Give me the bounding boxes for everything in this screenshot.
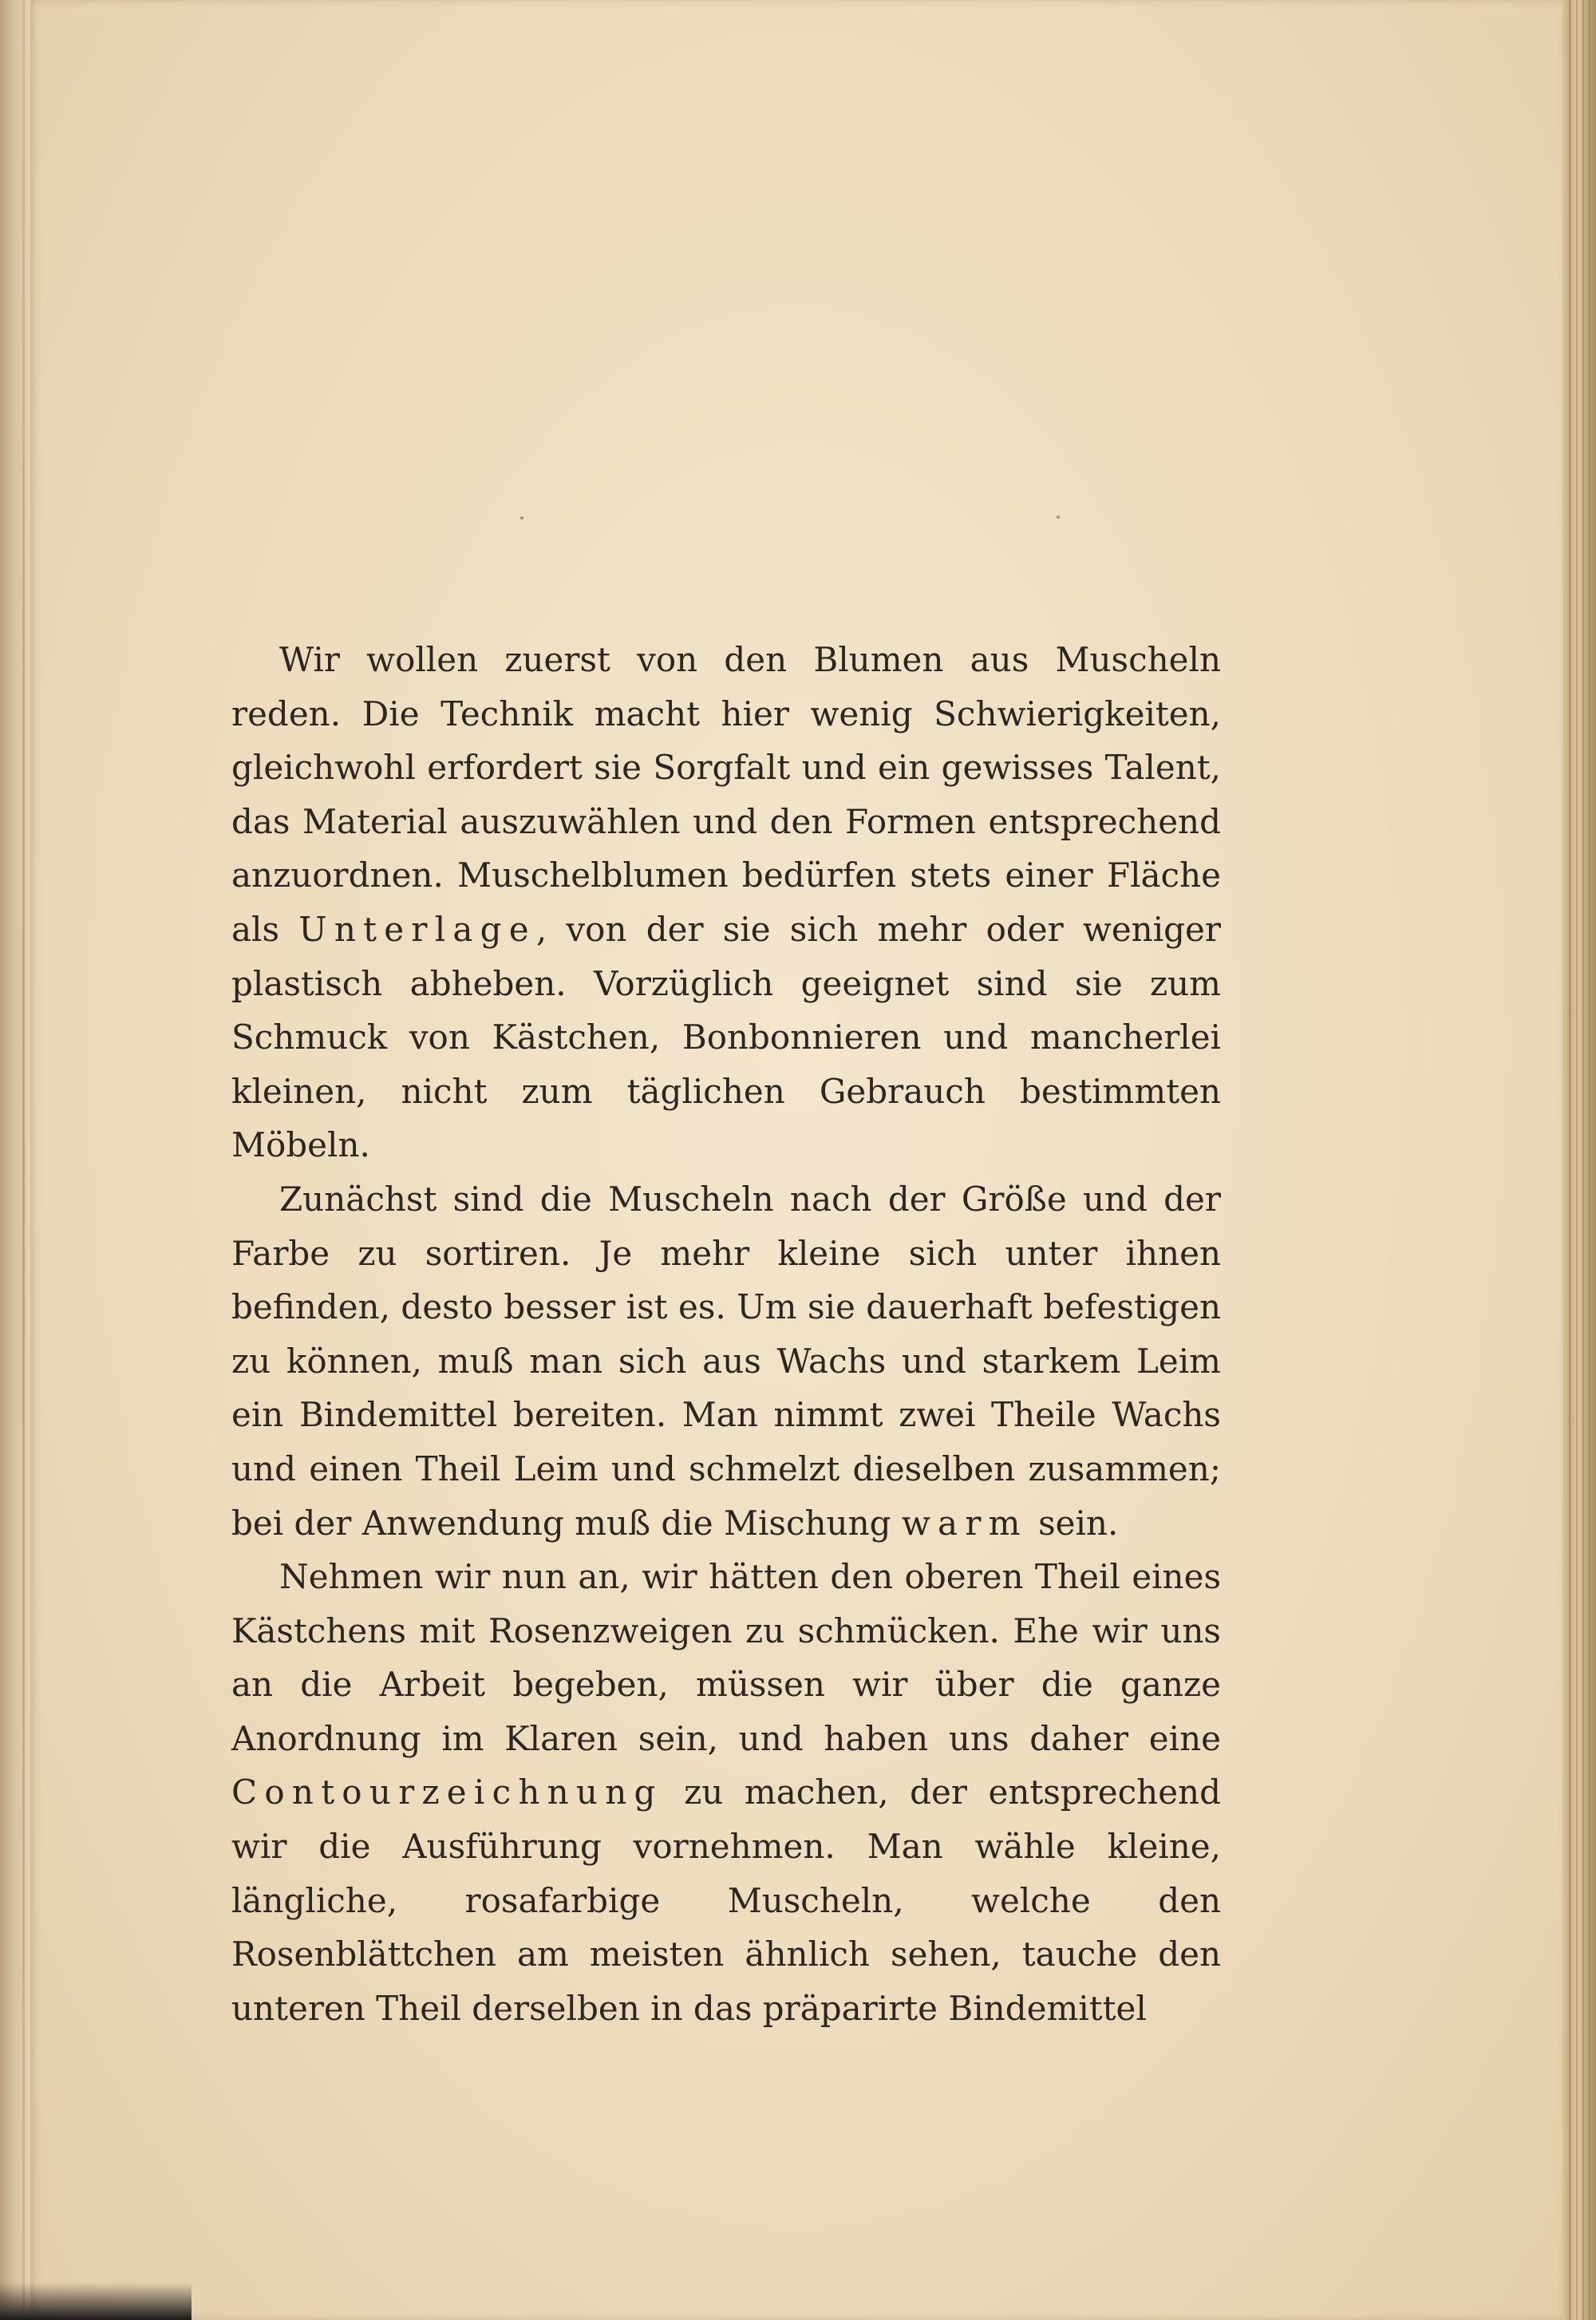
- paper-speck: [520, 516, 523, 520]
- text-run: Nehmen wir nun an, wir hätten den oberen Theil eines Kästchens mit Rosenzweigen zu schmücken. Ehe wir uns an die Arbeit begeben, müssen wir über die ganze Anordnung im Klaren sein, und haben uns daher eine: [231, 1557, 1221, 1758]
- paragraph-3: [231, 1550, 1221, 2035]
- spaced-emphasis: Unterlage: [298, 909, 536, 949]
- binding-gutter-line: [22, 0, 25, 2320]
- text-run: Wir wollen zuerst von den Blumen aus Muscheln reden. Die Technik macht hier wenig Schwierigkeiten, gleichwohl erfordert sie Sorgfalt und ein gewisses Talent, das Material auszuwählen und den Formen entsprechend anzuordnen. Muschelblumen bedürfen stets einer Fläche als: [231, 640, 1221, 949]
- body-text: [231, 633, 1221, 2035]
- page-edge-stripe: [1589, 0, 1590, 2320]
- paragraph-2: [231, 1172, 1221, 1550]
- paper-speck: [1057, 516, 1060, 519]
- spaced-emphasis: warm: [901, 1503, 1028, 1543]
- page-edge-stack: [1562, 0, 1596, 2320]
- page-edge-stripe: [1582, 0, 1584, 2320]
- paragraph-1: [231, 633, 1221, 1172]
- scan-corner-shadow: [0, 2282, 192, 2320]
- page-edge-stripe: [1569, 0, 1570, 2320]
- text-run: sein.: [1027, 1503, 1119, 1543]
- text-run: zu machen, der entsprechend wir die Ausführung vornehmen. Man wähle kleine, längliche, rosafarbige Muscheln, welche den Rosenblättchen am meisten ähnlich sehen, tauche den unteren Theil derselben in das präparirte Bindemittel: [231, 1773, 1221, 2028]
- spaced-emphasis: Contourzeichnung: [231, 1773, 663, 1812]
- text-run: , von der sie sich mehr oder weniger plastisch abheben. Vorzüglich geeignet sind sie zum Schmuck von Kästchen, Bonbonnieren und mancherlei kleinen, nicht zum täglichen Gebrauch bestimmten Möbeln.: [231, 909, 1221, 1165]
- text-run: Zunächst sind die Muscheln nach der Größe und der Farbe zu sortiren. Je mehr kleine sich unter ihnen befinden, desto besser ist es. Um sie dauerhaft befestigen zu können, muß man sich aus Wachs und starkem Leim ein Bindemittel bereiten. Man nimmt zwei Theile Wachs und einen Theil Leim und schmelzt dieselben zusammen; bei der Anwendung muß die Mischung: [231, 1179, 1221, 1543]
- page-edge-stripe: [1576, 0, 1578, 2320]
